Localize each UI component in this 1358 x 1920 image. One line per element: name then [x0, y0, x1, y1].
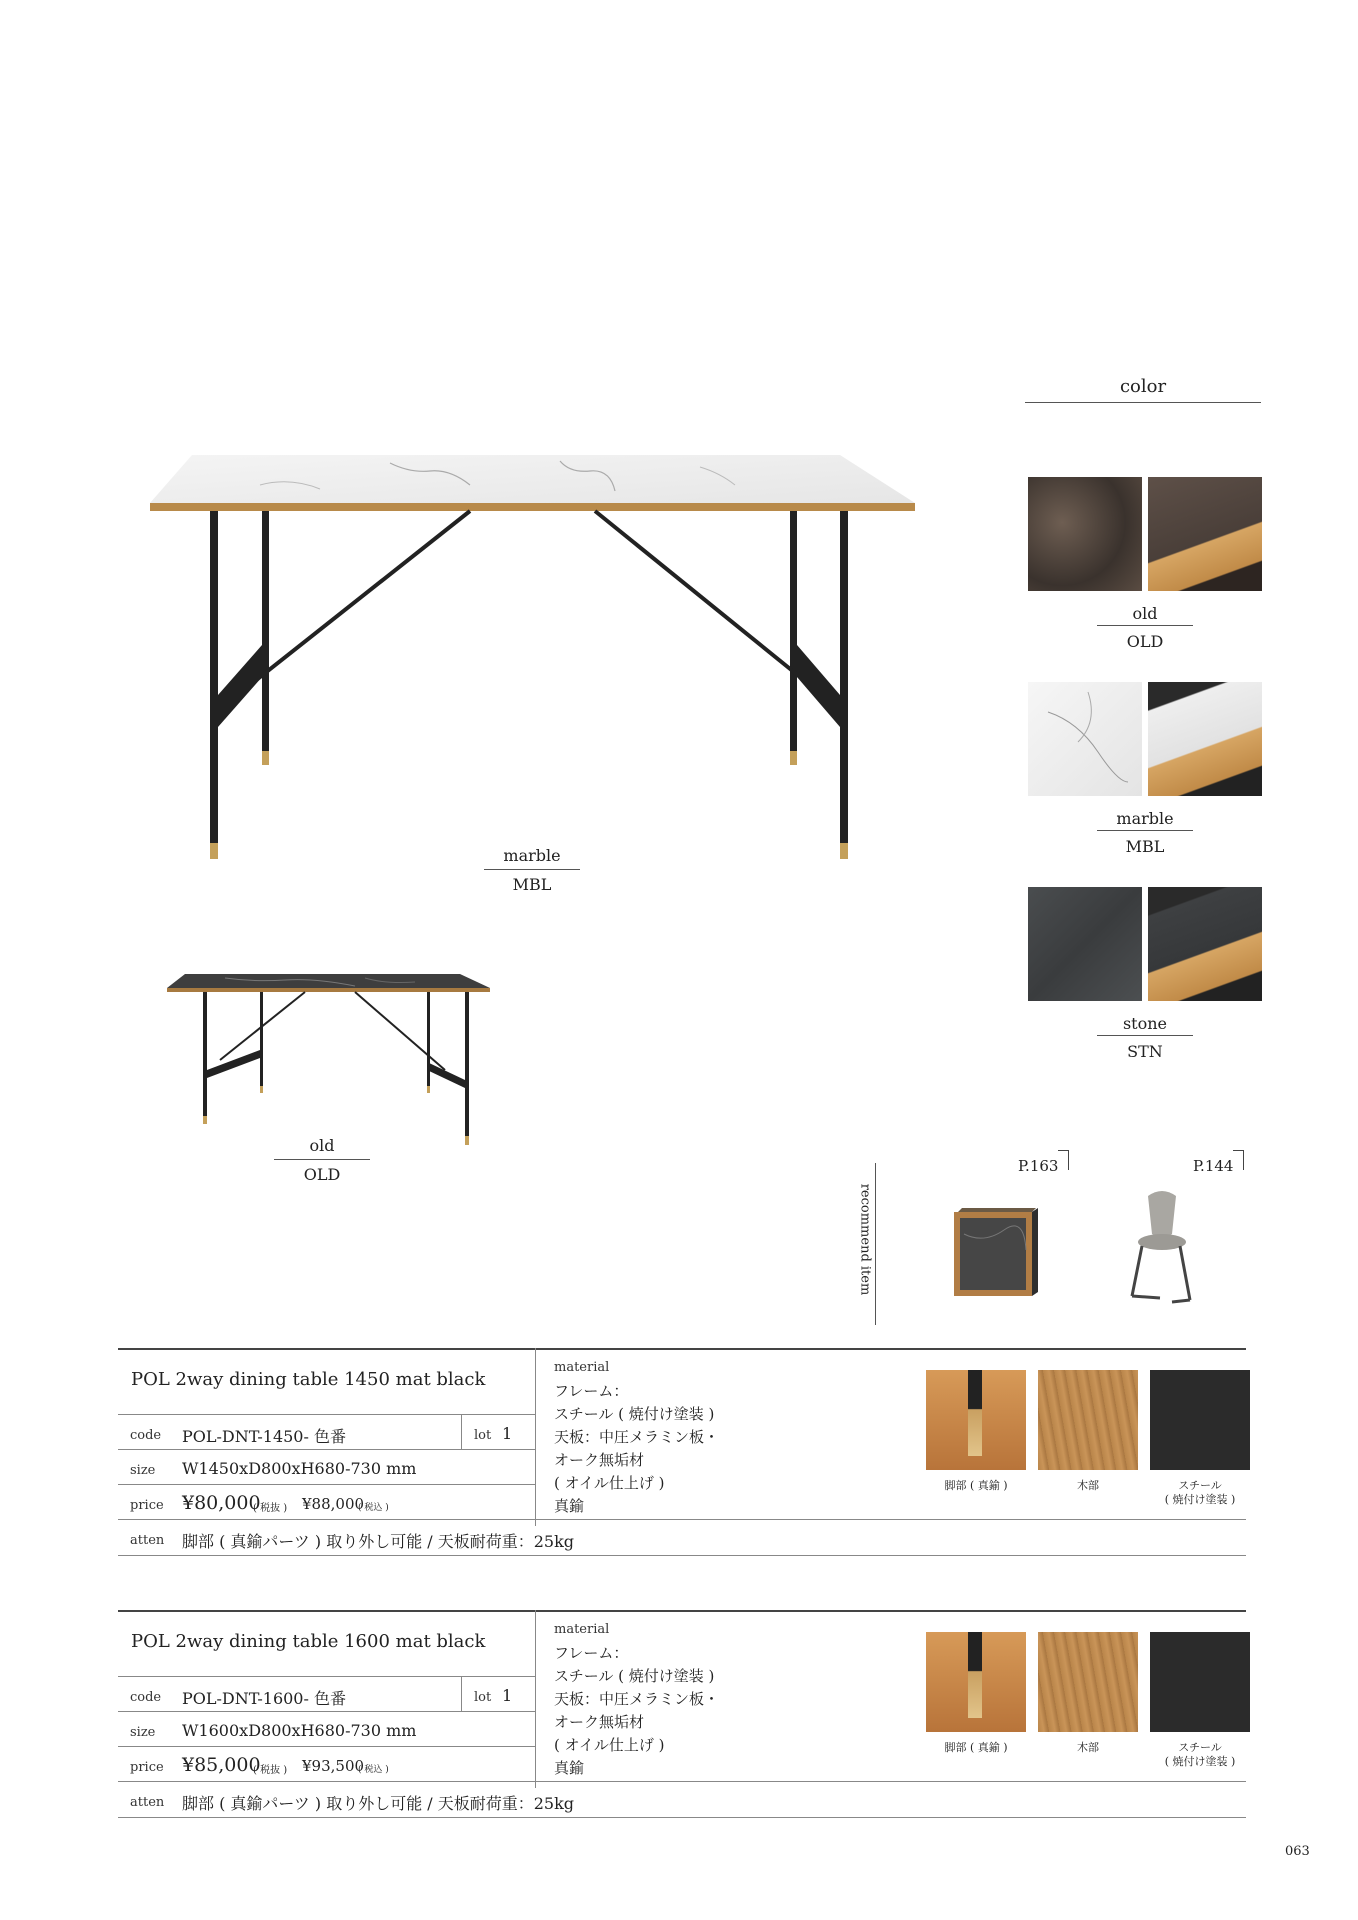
- color-marble-divider: [1097, 830, 1193, 831]
- price-inc-value: ¥93,500: [302, 1757, 365, 1775]
- recommend-item-2-bracket: [1243, 1150, 1244, 1170]
- steel-caption-sub: ( 焼付け塗装 ): [1164, 1755, 1236, 1768]
- color-panel-title: color: [1119, 376, 1167, 397]
- lot-divider: [461, 1676, 462, 1711]
- sub-image-label-divider: [274, 1159, 370, 1160]
- old-table-image: [165, 970, 495, 1160]
- color-stone-divider: [1097, 1035, 1193, 1036]
- stone-edge-swatch: [1148, 887, 1262, 1001]
- size-value: W1600xD800xH680-730 mm: [182, 1721, 417, 1740]
- material-line: オーク無垢材: [554, 1713, 645, 1731]
- material-line: 天板：中圧メラミン板・: [554, 1428, 720, 1446]
- material-label: material: [554, 1360, 610, 1375]
- lot-divider: [461, 1414, 462, 1449]
- old-top-swatch: [1028, 477, 1142, 591]
- recommend-divider: [875, 1163, 876, 1325]
- sub-image-label-name: old: [309, 1136, 335, 1155]
- size-value: W1450xD800xH680-730 mm: [182, 1459, 417, 1478]
- atten-value: 脚部 ( 真鍮パーツ ) 取り外し可能 / 天板耐荷重：25kg: [182, 1794, 575, 1813]
- color-old-code: OLD: [1126, 632, 1164, 651]
- material-line: スチール ( 焼付け塗装 ): [554, 1667, 715, 1685]
- color-stone-code: STN: [1127, 1042, 1163, 1061]
- recommend-item-1-page[interactable]: P.163: [1018, 1157, 1059, 1175]
- atten-label: atten: [130, 1533, 165, 1548]
- price-tax-ex-note: ( 税抜 ): [253, 1765, 288, 1776]
- old-edge-swatch: [1148, 477, 1262, 591]
- brass-leg-detail: [968, 1632, 982, 1718]
- product-row-rule: [118, 1449, 535, 1450]
- lot-label: lot: [474, 1428, 492, 1443]
- product-top-rule: [118, 1610, 1246, 1612]
- atten-value: 脚部 ( 真鍮パーツ ) 取り外し可能 / 天板耐荷重：25kg: [182, 1532, 575, 1551]
- product-name: POL 2way dining table 1450 mat black: [131, 1369, 486, 1390]
- product-column-divider: [535, 1348, 536, 1526]
- product-atten-rule: [118, 1519, 1246, 1520]
- oak-wood-swatch: [1038, 1632, 1138, 1732]
- atten-label: atten: [130, 1795, 165, 1810]
- recommend-title: recommend item: [857, 1183, 873, 1296]
- steel-caption: スチール: [1178, 1741, 1222, 1754]
- recommend-cube-image[interactable]: [950, 1204, 1042, 1300]
- code-label: code: [130, 1428, 162, 1443]
- material-line: ( オイル仕上げ ): [554, 1736, 665, 1754]
- price-tax-in-note: ( 税込 ): [358, 1765, 389, 1775]
- main-image-label-divider: [484, 869, 580, 870]
- marble-veins: [1028, 682, 1142, 796]
- oak-wood-caption: 木部: [1077, 1741, 1099, 1754]
- page-number: 063: [1285, 1844, 1310, 1859]
- size-label: size: [130, 1725, 156, 1740]
- recommend-chair-image[interactable]: [1120, 1188, 1200, 1308]
- product-column-divider: [535, 1610, 536, 1788]
- price-inc-value: ¥88,000: [302, 1495, 365, 1513]
- color-panel-divider: [1025, 402, 1261, 403]
- material-line: フレーム：: [554, 1382, 629, 1400]
- price-tax-in-note: ( 税込 ): [358, 1503, 389, 1513]
- code-label: code: [130, 1690, 162, 1705]
- color-stone-name: stone: [1122, 1014, 1168, 1033]
- brass-leg-caption: 脚部 ( 真鍮 ): [944, 1479, 1008, 1492]
- recommend-item-2-page[interactable]: P.144: [1193, 1157, 1234, 1175]
- recommend-item-2-bracket-top: [1233, 1150, 1244, 1151]
- product-bottom-rule: [118, 1555, 1246, 1556]
- material-line: フレーム：: [554, 1644, 629, 1662]
- code-value: POL-DNT-1450- 色番: [182, 1427, 346, 1446]
- recommend-item-1-bracket: [1068, 1150, 1069, 1170]
- marble-table-image: [140, 445, 920, 875]
- stone-top-swatch: [1028, 887, 1142, 1001]
- oak-wood-swatch: [1038, 1370, 1138, 1470]
- material-line: オーク無垢材: [554, 1451, 645, 1469]
- steel-caption: スチール: [1178, 1479, 1222, 1492]
- price-label: price: [130, 1760, 164, 1775]
- lot-value: 1: [502, 1424, 513, 1443]
- material-line: ( オイル仕上げ ): [554, 1474, 665, 1492]
- lot-label: lot: [474, 1690, 492, 1705]
- color-marble-code: MBL: [1125, 837, 1165, 856]
- product-atten-rule: [118, 1781, 1246, 1782]
- recommend-item-1-bracket-top: [1058, 1150, 1069, 1151]
- price-tax-ex-note: ( 税抜 ): [253, 1503, 288, 1514]
- oak-wood-caption: 木部: [1077, 1479, 1099, 1492]
- product-row-rule: [118, 1484, 535, 1485]
- material-line: スチール ( 焼付け塗装 ): [554, 1405, 715, 1423]
- lot-value: 1: [502, 1686, 513, 1705]
- main-image-label-code: MBL: [512, 875, 552, 894]
- color-marble-name: marble: [1116, 809, 1174, 828]
- material-label: material: [554, 1622, 610, 1637]
- color-old-divider: [1097, 625, 1193, 626]
- sub-image-label-code: OLD: [303, 1165, 341, 1184]
- color-old-name: old: [1132, 604, 1158, 623]
- brass-leg-caption: 脚部 ( 真鍮 ): [944, 1741, 1008, 1754]
- price-value: ¥85,000: [182, 1754, 261, 1776]
- price-label: price: [130, 1498, 164, 1513]
- product-row-rule: [118, 1711, 535, 1712]
- steel-black-swatch: [1150, 1632, 1250, 1732]
- material-line: 真鍮: [554, 1759, 585, 1777]
- size-label: size: [130, 1463, 156, 1478]
- product-top-rule: [118, 1348, 1246, 1350]
- price-value: ¥80,000: [182, 1492, 261, 1514]
- product-row-rule: [118, 1676, 535, 1677]
- steel-black-swatch: [1150, 1370, 1250, 1470]
- product-name: POL 2way dining table 1600 mat black: [131, 1631, 486, 1652]
- product-row-rule: [118, 1414, 535, 1415]
- steel-caption-sub: ( 焼付け塗装 ): [1164, 1493, 1236, 1506]
- marble-edge-swatch: [1148, 682, 1262, 796]
- brass-leg-detail: [968, 1370, 982, 1456]
- material-line: 天板：中圧メラミン板・: [554, 1690, 720, 1708]
- main-image-label-name: marble: [503, 846, 561, 865]
- product-bottom-rule: [118, 1817, 1246, 1818]
- material-line: 真鍮: [554, 1497, 585, 1515]
- product-row-rule: [118, 1746, 535, 1747]
- code-value: POL-DNT-1600- 色番: [182, 1689, 346, 1708]
